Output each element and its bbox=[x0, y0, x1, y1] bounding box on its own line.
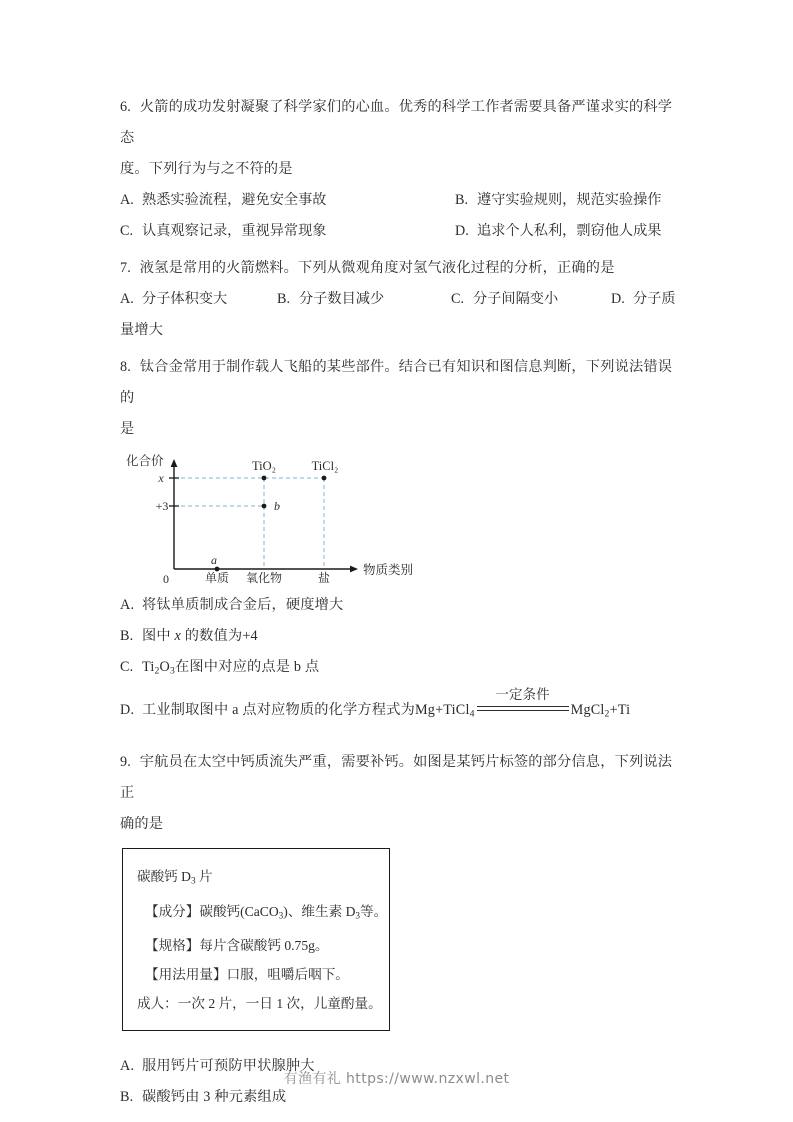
question-7-option-b-label: B. bbox=[277, 291, 291, 307]
question-8-equation: Mg+TiCl$_4$ 一定条件 MgCl$_2$+Ti bbox=[415, 697, 630, 728]
question-7-stem-line1: 液氢是常用的火箭燃料。下列从微观角度对氢气液化过程的分析，正确的是 bbox=[139, 260, 615, 276]
question-6-stem-line1: 火箭的成功发射凝聚了科学家们的心血。优秀的科学工作者需要具备严谨求实的科学态 bbox=[120, 99, 673, 146]
medicine-label-ingredients-post: 等。 bbox=[360, 903, 388, 919]
question-8-stem-line1: 钛合金常用于制作载人飞船的某些部件。结合已有知识和图信息判断，下列说法错误的 bbox=[120, 359, 673, 406]
question-8-option-c-formula: $Ti_2O_3$ bbox=[142, 659, 176, 677]
question-7-option-d-wrap: 量增大 bbox=[120, 322, 164, 338]
question-6-option-a[interactable] bbox=[120, 185, 455, 216]
chart-xtick-yan: 盐 bbox=[317, 571, 331, 584]
chart-points bbox=[215, 476, 327, 572]
question-9-number: 9. bbox=[120, 754, 132, 771]
medicine-label-dosage bbox=[137, 960, 375, 989]
question-9-option-a-label: A. bbox=[120, 1057, 135, 1074]
question-6-option-a-text: 熟悉实验流程，避免安全事故 bbox=[142, 192, 327, 208]
question-8-stem bbox=[120, 352, 680, 414]
question-6-option-b-text: 遵守实验规则，规范实验操作 bbox=[477, 192, 662, 208]
chart-ylabel: 化合价 bbox=[126, 454, 164, 468]
question-6-option-c[interactable] bbox=[120, 216, 455, 247]
question-6-option-a-label: A. bbox=[120, 192, 134, 208]
chart-xtick-danzhi: 单质 bbox=[204, 571, 230, 584]
medicine-label-box bbox=[122, 848, 390, 1030]
question-6-stem-line2: 度。下列行为与之不符的是 bbox=[120, 161, 293, 177]
question-7-option-d-label: D. bbox=[611, 291, 625, 307]
question-6-option-c-label: C. bbox=[120, 223, 134, 239]
medicine-label-ingredients-pre: 碳酸钙(CaCO bbox=[199, 903, 279, 919]
question-7-option-c-text: 分子间隔变小 bbox=[473, 291, 559, 307]
question-9-option-b-text: 碳酸钙由 3 种元素组成 bbox=[142, 1088, 287, 1105]
medicine-label-d3-sub: 3 bbox=[355, 910, 361, 921]
question-7-option-a-label: A. bbox=[120, 291, 134, 307]
point-b bbox=[262, 504, 267, 509]
question-8-option-c-label: C. bbox=[120, 659, 134, 675]
question-6-option-d-text: 追求个人私利，剽窃他人成果 bbox=[477, 223, 662, 239]
medicine-label-dosage-body: 口服，咀嚼后咽下。 bbox=[226, 966, 349, 982]
question-8-option-d-label: D. bbox=[120, 701, 135, 718]
reaction-condition-label: 一定条件 bbox=[495, 686, 550, 702]
question-8-option-c-text: 在图中对应的点是 b 点 bbox=[175, 659, 320, 675]
footer-watermark: 有渔有礼 https://www.nzxwl.net bbox=[283, 1071, 510, 1087]
question-7-option-d-text: 分子质 bbox=[633, 291, 676, 307]
exam-content bbox=[120, 92, 680, 1113]
medicine-label-spec bbox=[137, 931, 375, 960]
question-6-stem bbox=[120, 92, 680, 154]
question-9-option-b-label: B. bbox=[120, 1088, 134, 1105]
question-9-stem bbox=[120, 747, 680, 809]
question-7-option-d[interactable] bbox=[611, 284, 676, 315]
chart-annot-tio2: TiO₂ bbox=[251, 459, 277, 473]
chart-svg bbox=[122, 449, 452, 584]
question-8-option-b-label: B. bbox=[120, 628, 134, 644]
question-6-options-row-2 bbox=[120, 216, 680, 247]
chart-annot-b: b bbox=[274, 499, 280, 513]
medicine-label-ingredients-tag: 【成分】 bbox=[145, 903, 200, 919]
question-6-number: 6. bbox=[120, 99, 132, 115]
question-8-option-b-variable: x bbox=[174, 628, 182, 644]
chart-xlabel: 物质类别 bbox=[363, 563, 414, 577]
question-7-stem bbox=[120, 253, 680, 284]
medicine-label-title-post: 片 bbox=[195, 869, 213, 885]
question-7-number: 7. bbox=[120, 260, 132, 276]
question-8-option-b-text-pre: 图中 bbox=[142, 628, 175, 644]
medicine-label-title-sub: 3 bbox=[191, 875, 196, 886]
question-9-stem-line1: 宇航员在太空中钙质流失严重，需要补钙。如图是某钙片标签的部分信息，下列说法正 bbox=[120, 754, 673, 802]
question-7-option-c-label: C. bbox=[451, 291, 465, 307]
question-8-number: 8. bbox=[120, 359, 132, 375]
chart-origin-label: 0 bbox=[163, 572, 169, 584]
medicine-label-title-pre: 碳酸钙 D bbox=[137, 869, 191, 885]
chart-ytick-x: x bbox=[158, 471, 164, 485]
question-8-option-b[interactable] bbox=[120, 621, 680, 652]
medicine-label-spec-tag: 【规格】 bbox=[145, 937, 200, 953]
valence-category-chart bbox=[122, 449, 452, 584]
question-8-option-d[interactable] bbox=[120, 686, 680, 728]
question-8 bbox=[120, 352, 680, 727]
chart-xtick-yanghuawu: 氧化物 bbox=[245, 571, 283, 584]
medicine-label-ingredients-mid: )、维生素 D bbox=[283, 903, 356, 919]
question-9-option-a-text: 服用钙片可预防甲状腺肿大 bbox=[142, 1057, 315, 1074]
chart-guidelines bbox=[174, 478, 324, 569]
question-7-options-row bbox=[120, 284, 680, 315]
question-6-option-b-label: B. bbox=[455, 192, 469, 208]
question-8-stem-line2: 是 bbox=[120, 421, 135, 437]
chart-y-axis bbox=[169, 459, 179, 569]
question-9-stem-line2: 确的是 bbox=[120, 816, 164, 833]
reaction-condition-arrow bbox=[477, 686, 569, 715]
question-6-option-d-label: D. bbox=[455, 223, 469, 239]
medicine-label-caco3-sub: 3 bbox=[278, 910, 284, 921]
question-7-option-b[interactable] bbox=[277, 284, 451, 315]
question-7 bbox=[120, 253, 680, 346]
medicine-label-spec-body: 每片含碳酸钙 0.75g。 bbox=[199, 937, 329, 953]
question-7-option-c[interactable] bbox=[451, 284, 611, 315]
medicine-label-adult-dose: 成人：一次 2 片，一日 1 次，儿童酌量。 bbox=[137, 995, 382, 1011]
point-ticl2 bbox=[322, 476, 327, 481]
question-6-options-row-1 bbox=[120, 185, 680, 216]
chart-ytick-plus3: +3 bbox=[155, 499, 169, 513]
chart-annot-ticl2: TiCl₂ bbox=[311, 459, 339, 473]
medicine-label-dosage-tag: 【用法用量】 bbox=[145, 966, 227, 982]
question-6-option-c-text: 认真观察记录，重视异常现象 bbox=[142, 223, 327, 239]
question-8-option-d-text-pre: 工业制取图中 a 点对应物质的化学方程式为 bbox=[142, 701, 415, 718]
question-8-option-a-text: 将钛单质制成合金后，硬度增大 bbox=[142, 597, 344, 613]
question-8-option-c[interactable] bbox=[120, 652, 680, 687]
question-8-option-b-text-post: 的数值为+4 bbox=[181, 628, 258, 644]
question-8-option-a-label: A. bbox=[120, 597, 135, 613]
question-6-option-d[interactable] bbox=[455, 216, 661, 247]
medicine-label-ingredients bbox=[137, 897, 388, 931]
question-6-option-b[interactable] bbox=[455, 185, 661, 216]
question-7-option-a[interactable] bbox=[120, 284, 277, 315]
question-8-option-a[interactable] bbox=[120, 590, 680, 621]
question-9 bbox=[120, 747, 680, 1112]
question-6 bbox=[120, 92, 680, 247]
point-tio2 bbox=[262, 476, 267, 481]
medicine-label-title bbox=[137, 862, 375, 896]
question-7-option-b-text: 分子数目减少 bbox=[299, 291, 385, 307]
question-7-option-a-text: 分子体积变大 bbox=[142, 291, 228, 307]
chart-annot-a: a bbox=[211, 553, 217, 567]
reaction-arrow-bar bbox=[477, 706, 569, 711]
